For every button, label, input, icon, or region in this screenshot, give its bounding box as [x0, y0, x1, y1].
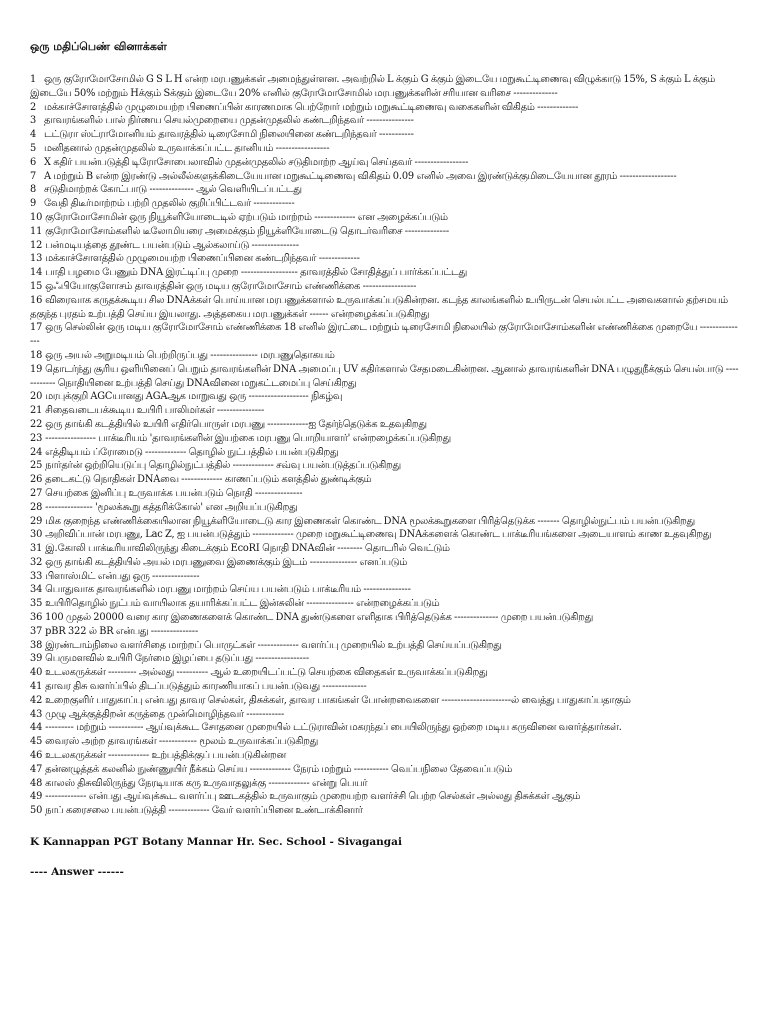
- question-item: [30, 101, 740, 115]
- question-number: 46: [30, 750, 43, 762]
- question-number: 50: [30, 805, 43, 817]
- question-number: 24: [30, 446, 43, 458]
- question-text: தடைகட்டு நொதிகள் DNAவை ------------- காணப்படும் களத்தில் துண்டிக்கும்: [45, 474, 372, 486]
- question-text: குரோமோசோமின் ஒரு நியூக்ளியோடைடில் ஏற்படும் மாற்றம் ------------- என அழைக்கப்படும்: [45, 211, 448, 223]
- question-text: ஒரு செல்லின் ஒரு மடிய குரோமோசோம் எண்ணிக்கை 18 எனில் இரட்டை மற்றும் டிரைசோமி நிலையில் குரோமோசோம்களின் எண்ணிக்கை முறையே ---------------: [30, 322, 738, 348]
- question-item: [30, 528, 740, 542]
- question-number: 32: [30, 556, 43, 568]
- question-item: [30, 280, 740, 294]
- question-item: [30, 749, 740, 763]
- question-item: [30, 142, 740, 156]
- question-item: [30, 266, 740, 280]
- question-item: [30, 197, 740, 211]
- question-text: 100 முதல் 20000 வரை கார இணைகளைக் கொண்ட DNA துண்டுகளை எளிதாக பிரித்தெடுக்க -------------- முறை பயன்படுகிறது: [45, 612, 593, 624]
- question-number: 21: [30, 405, 43, 417]
- question-item: [30, 735, 740, 749]
- question-text: அறிவிப்பான் மரபணு, Lac Z, ஐ பயன்படுத்தும் ------------- முறை மறுகூட்டிணைவு DNAக்களைக் கொண்ட பாக்டீரியங்களை அடையாளம் காண உதவுகிறது: [45, 529, 712, 541]
- question-number: 12: [30, 239, 43, 251]
- question-text: உடலகருக்கள் --------- அல்லது ---------- ஆல் உறையிடப்பட்டு செயற்கை விதைகள் உருவாக்கப்படுகிறது: [45, 667, 488, 679]
- question-item: [30, 639, 740, 653]
- question-text: தாவரங்களில் பால் நிர்ணய செயல்முறையை முதன்முதலில் கண்டறிந்தவர் ---------------: [44, 115, 414, 127]
- question-item: [30, 294, 740, 322]
- question-item: [30, 446, 740, 460]
- question-text: ஒஃபியோகுளோசம் தாவரத்தின் ஒரு மடிய குரோமோசோம் எண்ணிக்கை -----------------: [45, 280, 417, 292]
- question-number: 35: [30, 598, 43, 610]
- question-number: 3: [30, 115, 37, 127]
- question-item: [30, 597, 740, 611]
- question-item: [30, 666, 740, 680]
- question-item: [30, 183, 740, 197]
- question-text: சிதைவடையக்கூடிய உயிரி பாலிமர்கள் ---------------: [45, 405, 265, 417]
- question-number: 23: [30, 432, 43, 444]
- question-number: 9: [30, 198, 37, 210]
- question-item: [30, 404, 740, 418]
- question-number: 42: [30, 694, 43, 706]
- author-line: K Kannappan PGT Botany Mannar Hr. Sec. School - Sivagangai: [30, 836, 402, 849]
- question-text: பாெதுவாக தாவரங்களில் மரபணு மாற்றம் செய்ய பயன்படும் பாக்டீரியம் ---------------: [45, 584, 411, 596]
- question-item: [30, 487, 740, 501]
- question-number: 18: [30, 349, 43, 361]
- question-number: 28: [30, 501, 43, 513]
- question-text: ------------- என்பது ஆய்வுக்கூட வளர்ப்பு ஊடகத்தில் உருவாகும் முறையற்ற வளர்ச்சி பெற்ற செல்கள் அல்லது திசுக்கள் ஆகும்: [45, 791, 581, 803]
- question-item: [30, 432, 740, 446]
- question-text: ---------------- பாக்டீரியம் 'தாவரங்களின் இயற்கை மரபணு பொறியாளர்' என்றழைக்கப்படுகிறது: [45, 432, 451, 444]
- question-text: டட்டுரா ஸ்ட்ராமோனியம் தாவரத்தில் டிரைசோமி நிலையினை கண்டறிந்தவர் -----------: [44, 129, 414, 141]
- question-item: [30, 570, 740, 584]
- question-item: [30, 625, 740, 639]
- question-item: [30, 501, 740, 515]
- question-number: 38: [30, 639, 43, 651]
- question-number: 7: [30, 170, 37, 182]
- question-number: 27: [30, 487, 43, 499]
- question-text: ஒரு தாங்கி கடத்தியில் அயல் மரபணுவை இணைக்கும் இடம் --------------- எனப்படும்: [45, 556, 408, 568]
- question-item: [30, 708, 740, 722]
- page-title: ஒரு மதிப்பெண் வினாக்கள்: [30, 40, 167, 53]
- question-item: [30, 211, 740, 225]
- question-number: 37: [30, 625, 43, 637]
- question-text: பெருமளவில் உயிரி நேர்மை இழப்பை தடுப்பது -----------------: [45, 653, 310, 665]
- question-item: [30, 611, 740, 625]
- question-item: [30, 459, 740, 473]
- question-number: 17: [30, 322, 43, 334]
- question-item: [30, 363, 740, 391]
- question-item: [30, 156, 740, 170]
- question-text: உயிரிதொழில் நுட்பம் வாயிலாக தயாரிக்கப்பட்ட இன்சுலின் --------------- என்றழைக்கப்படும்: [45, 598, 440, 610]
- question-text: தொடர்ந்து சூரிய ஒளியினைப் பெறும் தாவரங்களின் DNA அமைப்பு UV கதிர்களால் சேதமடைகின்றன. ஆனால் தாவரங்களின் DNA பழுதுநீக்கும் செயல்பாடு ------------ நொதியினை உற்பத்தி செய்து DNAவினை மறுகட்டமைப்பு செய்கிறது: [30, 363, 739, 389]
- question-number: 2: [30, 101, 37, 113]
- question-text: தாவர திசு வளர்ப்பில் திடப்படுத்தும் காரணியாகப் பயன்படுவது --------------: [45, 681, 367, 693]
- question-number: 26: [30, 474, 43, 486]
- answer-heading: ---- Answer ------: [30, 866, 124, 879]
- question-number: 30: [30, 529, 43, 541]
- question-number: 16: [30, 294, 43, 306]
- question-number: 20: [30, 391, 43, 403]
- question-text: பிளாஸ்மிட் என்பது ஒரு ---------------: [45, 570, 200, 582]
- question-text: மக்காச்சோளத்தில் முழுமையற்ற பிணைப்பின் காரணமாக பெற்றோர் மற்றும் மறுகூட்டிணைவு வகைகளின் விகிதம் -------------: [44, 101, 579, 113]
- question-text: மக்காச்சோளத்தில் முழுமையற்ற பிணைப்பினை கண்டறிந்தவர் -------------: [45, 253, 360, 265]
- question-item: [30, 225, 740, 239]
- question-number: 34: [30, 584, 43, 596]
- question-item: [30, 321, 740, 349]
- question-number: 40: [30, 667, 43, 679]
- question-text: இ.கோலி பாக்டீரியாவிலிருந்து கிடைக்கும் EcoRI நொதி DNAவின் -------- தொடரில் வெட்டும்: [45, 543, 450, 555]
- question-text: இரண்டாம்நிலை வளர்சிதை மாற்றப் பொருட்கள் ------------- வளர்ப்பு முறையில் உற்பத்தி செய்யப்படுகிறது: [45, 639, 502, 651]
- question-item: [30, 252, 740, 266]
- question-text: மிக குறைந்த எண்ணிக்கையிலான நியூக்ளியோடைடு கார இணைகள் கொண்ட DNA மூலக்கூறுகளை பிரித்தெடுக்க ------- தொழில்நுட்பம் பயன்படுகிறது: [45, 515, 695, 527]
- question-number: 44: [30, 722, 43, 734]
- question-text: எத்திடியம் ப்ரோமைடு ------------- தொழில் நுட்பத்தில் பயன்படுகிறது: [45, 446, 339, 458]
- question-number: 49: [30, 791, 43, 803]
- question-number: 31: [30, 543, 43, 555]
- question-item: [30, 114, 740, 128]
- question-item: [30, 583, 740, 597]
- question-text: --------- மற்றும் ----------- ஆய்வுக்கூட சோதனை முறையில் டட்டுராவின் மகரந்தப் பையிலிருந்து ஒற்றை மடிய கருவினை வளர்த்தார்கள்.: [45, 722, 622, 734]
- question-number: 19: [30, 363, 43, 375]
- question-number: 22: [30, 418, 43, 430]
- question-text: செயற்கை இனிப்பு உருவாக்க பயன்படும் நொதி ---------------: [45, 487, 303, 499]
- question-item: [30, 680, 740, 694]
- question-item: [30, 349, 740, 363]
- question-item: [30, 170, 740, 184]
- question-text: ஒரு தாங்கி கடத்தியில் உயிரி எதிர்பொருள் மரபணு -------------ஐ தேர்ந்தெடுக்க உதவுகிறது: [45, 418, 427, 430]
- question-number: 1: [30, 74, 37, 85]
- question-number: 43: [30, 708, 43, 720]
- question-text: நார்தர்ன் ஒற்றியெடுப்பு தாெழில்நுட்பத்தில் ------------- சவ்வு பயன்படுத்தப்படுகிறது: [45, 460, 401, 472]
- question-item: [30, 777, 740, 791]
- question-text: உறைகுளிர் பாதுகாப்பு என்பது தாவர செல்கள், திசுக்கள், தாவர பாகங்கள் போன்றவைகளை ----------------------ல் வைத்து பாதுகாப்பதாகும்: [45, 694, 631, 706]
- question-number: 45: [30, 736, 43, 748]
- question-item: [30, 652, 740, 666]
- question-text: குரோமோசோம்களில் டீலோமியரை அமைக்கும் நியூக்ளியோடைடு தொடர்வரிசை --------------: [45, 225, 450, 237]
- question-number: 14: [30, 267, 43, 279]
- question-text: உடலகருக்கள் ------------- உற்பத்திக்குப் பயன்படுகின்றன: [45, 750, 286, 762]
- question-number: 29: [30, 515, 43, 527]
- question-number: 41: [30, 681, 43, 693]
- question-item: [30, 128, 740, 142]
- question-text: மனிதனால் முதன்முதலில் உருவாக்கப்பட்ட தானியம் -----------------: [44, 142, 330, 154]
- question-text: முழு ஆக்குத்திறன் கருத்தை முன்மொழிந்தவர் ------------: [45, 708, 285, 720]
- question-text: X கதிர் பயன்படுத்தி டிரோசோபைலாவில் முதன்முதலில் சடுதிமாற்ற ஆய்வு செய்தவர் -----------------: [44, 156, 469, 168]
- question-text: காலஸ் திசுவிலிருந்து நேரடியாக கரு உருவாதலுக்கு ------------- என்று பெயர்: [45, 777, 368, 789]
- question-text: --------------- 'மூலக்கூறு கத்தரிக்கோல்' என அறியப்படுகிறது: [45, 501, 298, 513]
- question-text: விரைவாக கருதக்கூடிய சில DNAக்கள் பொய்யான மரபணுக்களால் உருவாக்கப்படுகின்றன. கடந்த காலங்களில் உயிருடன் செயல்பட்ட அவைகளால் தற்சமயம் தகுந்த புரதம் உற்பத்தி செய்ய இயலாது. அத்தகைய மரபணுக்கள் ------ என்றழைக்கப்படுகிறது: [30, 294, 728, 320]
- question-item: [30, 473, 740, 487]
- question-number: 15: [30, 280, 43, 292]
- question-number: 25: [30, 460, 43, 472]
- question-number: 47: [30, 763, 43, 775]
- question-item: [30, 804, 740, 818]
- question-text: பன்மடியத்தை தூண்ட பயன்படும் ஆல்கலாய்டு ---------------: [45, 239, 299, 251]
- question-number: 39: [30, 653, 43, 665]
- question-list: [30, 73, 740, 818]
- question-item: [30, 390, 740, 404]
- question-number: 13: [30, 253, 43, 265]
- question-item: [30, 542, 740, 556]
- question-item: [30, 239, 740, 253]
- question-item: [30, 721, 740, 735]
- question-item: [30, 556, 740, 570]
- question-text: நாப் கரைசலை பயன்படுத்தி ------------- வேர் வளர்ப்பினை உண்டாக்கினார்: [45, 805, 363, 817]
- question-text: சடுதிமாற்றக் கோட்பாடு -------------- ஆல் வெளியிடப்பட்டது: [44, 184, 302, 196]
- question-item: [30, 790, 740, 804]
- question-number: 11: [30, 225, 43, 237]
- question-item: [30, 694, 740, 708]
- question-text: ஒரு அயல் அறுமடியம் பெற்றிருப்பது --------------- மரபணுதொகயம்: [45, 349, 335, 361]
- question-text: வைரஸ் அற்ற தாவரங்கள் ------------ மூலம் உருவாக்கப்படுகிறது: [45, 736, 318, 748]
- question-number: 36: [30, 612, 43, 624]
- question-text: pBR 322 ல் BR என்பது ---------------: [45, 625, 199, 637]
- question-text: வேதி திடீர்மாற்றம் பற்றி முதலில் குறிப்பிட்டவர் -------------: [44, 198, 295, 210]
- question-number: 5: [30, 142, 37, 154]
- question-text: மரபுக்குறி AGCயானது AGAஆக மாறுவது ஒரு ------------------- நிகழ்வு: [45, 391, 343, 403]
- question-number: 10: [30, 211, 43, 223]
- question-text: A மற்றும் B என்ற இரண்டு அல்லீல்களுக்கிடையேயான மறுகூட்டிணைவு விகிதம் 0.09 எனில் அவை இரண்டுக்குமிடையேயான தூரம் ------------------: [44, 170, 677, 182]
- question-number: 8: [30, 184, 37, 196]
- question-item: [30, 73, 740, 101]
- question-number: 6: [30, 156, 37, 168]
- question-number: 33: [30, 570, 43, 582]
- question-item: [30, 763, 740, 777]
- question-item: [30, 515, 740, 529]
- question-number: 4: [30, 129, 37, 141]
- question-text: பாதி பழமை பேணும் DNA இரட்டிப்பு முறை ------------------ தாவரத்தில் சோதித்துப் பார்க்கப்பட்டது: [45, 267, 468, 279]
- question-text: தன்னழுத்தக் கலனில் நுண்ணுயிர் நீக்கம் செய்ய ------------- நேரம் மற்றும் ----------- வெப்பநிலை தேவைப்படும்: [45, 763, 513, 775]
- question-item: [30, 418, 740, 432]
- question-number: 48: [30, 777, 43, 789]
- question-text: ஒரு குரோமோசோமில் G S L H என்ற மரபணுக்கள் அமைந்துள்ளன. அவற்றில் L க்கும் G க்கும் இடையே மறுகூட்டிணைவு விழுக்காடு 15%, S க்கும் L க்கும் இடையே 50% மற்றும் Hக்கும் Sக்கும் இடையே 20% எனில் குரோமோசோமில் மரபணுக்களின் சரியான வரிசை --------------: [30, 74, 716, 99]
